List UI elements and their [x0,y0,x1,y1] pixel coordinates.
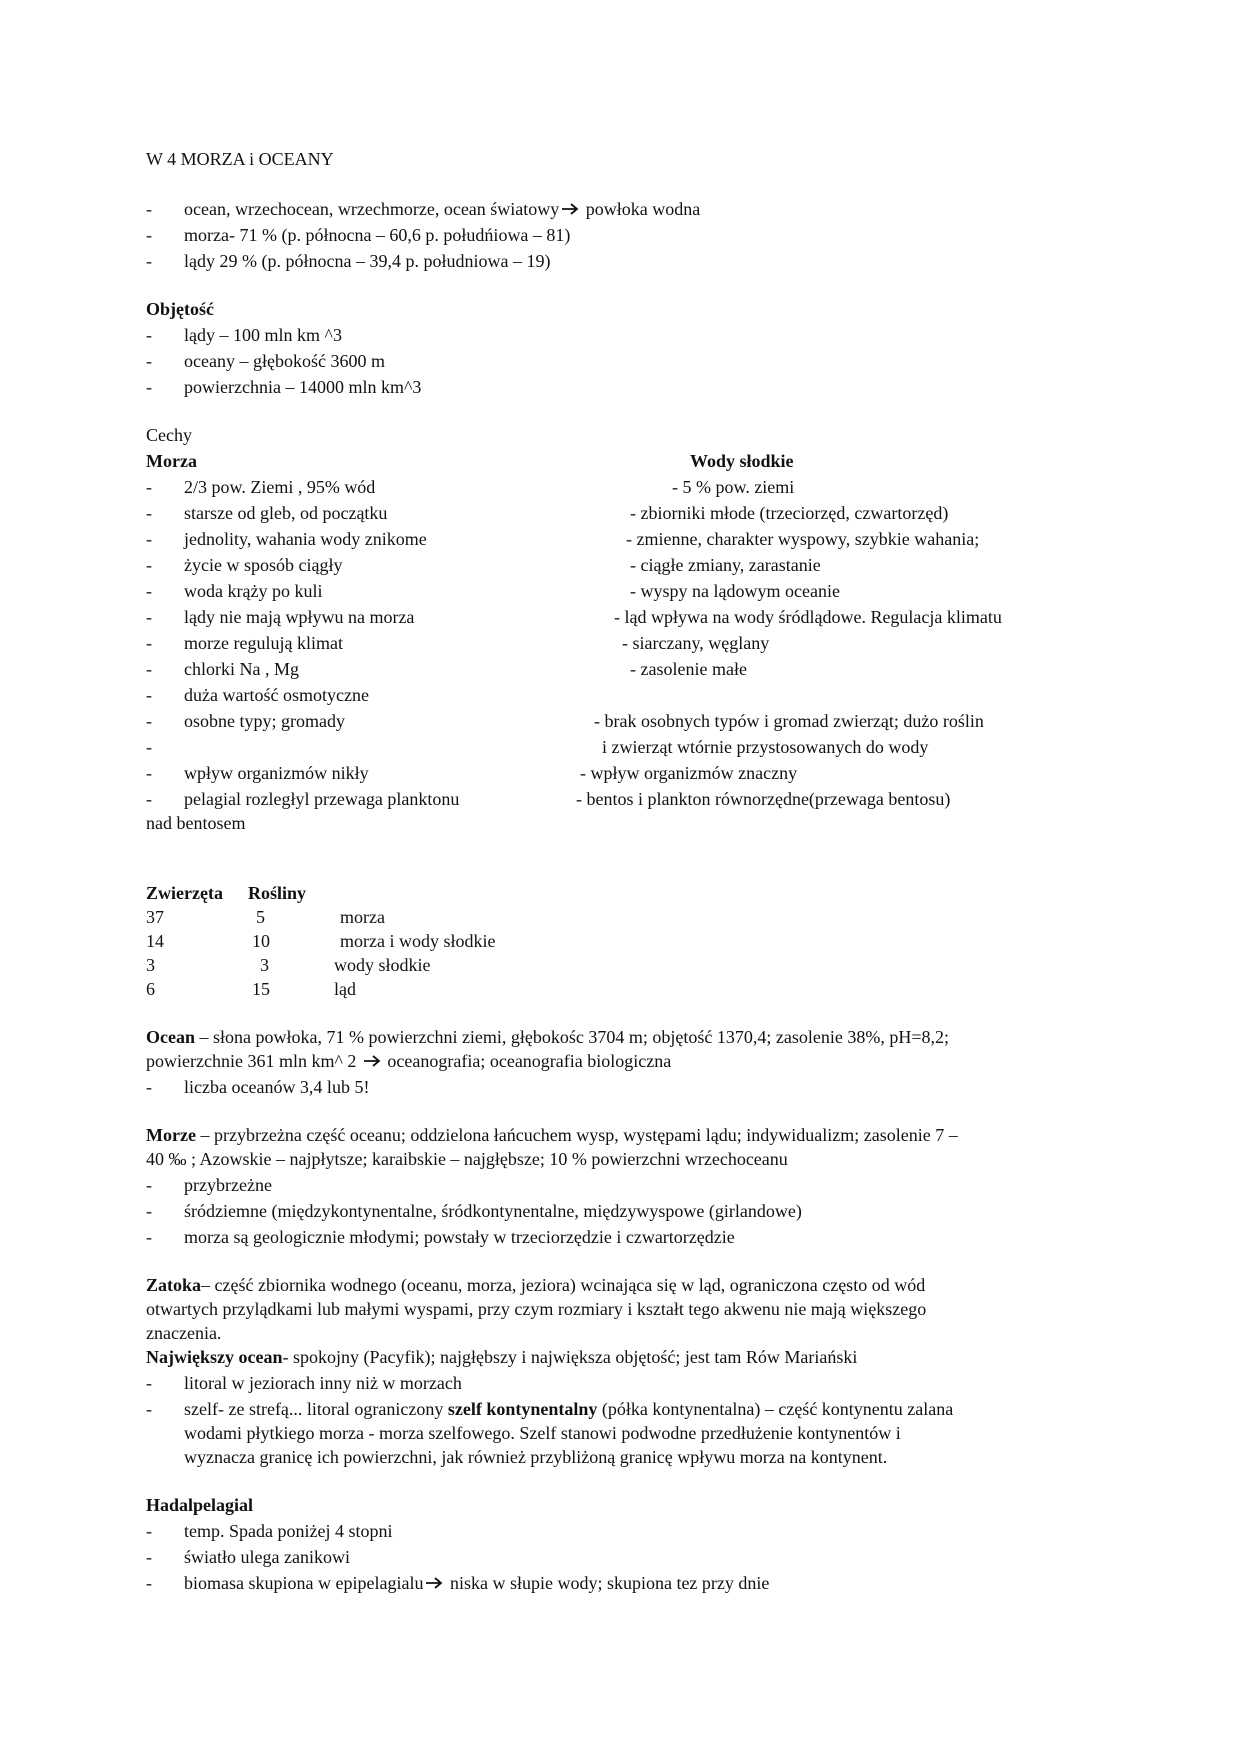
arrow-right-icon [561,202,579,216]
cechy-right-item: - wyspy na lądowym oceanie [630,581,840,601]
table-cell: 3 [146,955,155,975]
list-item: temp. Spada poniżej 4 stopni [184,1521,393,1541]
term-zatoka: Zatoka [146,1275,202,1295]
cechy-right-item: - wpływ organizmów znaczny [580,763,798,783]
list-item: przybrzeżne [184,1175,272,1195]
term-ocean: Ocean [146,1027,195,1047]
section-heading-cechy: Cechy [146,425,192,445]
list-item: litoral w jeziorach inny niż w morzach [184,1373,462,1393]
table-cell: morza i wody słodkie [340,931,496,951]
list-item: lądy – 100 mln km ^3 [184,325,342,345]
bullet-dash: - [146,763,152,783]
paragraph-zatoka-line2: otwartych przylądkami lub małymi wyspami, przy czym rozmiary i kształt tego akwenu nie mają większego [146,1299,927,1319]
bullet-dash: - [146,1547,152,1567]
continuation-text: nad bentosem [146,813,246,833]
cechy-left-item: jednolity, wahania wody znikome [184,529,427,549]
cechy-right-item: - bentos i plankton równorzędne(przewaga bentosu) [576,789,951,809]
cechy-right-item: - 5 % pow. ziemi [672,477,795,497]
list-item: ocean, wrzechocean, wrzechmorze, ocean światowy powłoka wodna [184,199,701,219]
paragraph-zatoka: Zatoka– część zbiornika wodnego (oceanu, morza, jeziora) wcinająca się w ląd, ograniczona często od wód [146,1275,926,1295]
bullet-dash: - [146,1175,152,1195]
table-cell: 6 [146,979,155,999]
bullet-dash: - [146,251,152,271]
cechy-left-item: pelagial rozległyl przewaga planktonu [184,789,460,809]
bullet-dash: - [146,1201,152,1221]
bullet-dash: - [146,1521,152,1541]
bullet-dash: - [146,685,152,705]
bullet-dash: - [146,529,152,549]
bullet-dash: - [146,225,152,245]
term-najwiekszy-ocean: Największy ocean [146,1347,283,1367]
bullet-dash: - [146,377,152,397]
cechy-left-item: duża wartość osmotyczne [184,685,369,705]
bullet-dash: - [146,1573,152,1593]
bullet-dash: - [146,1373,152,1393]
bullet-dash: - [146,325,152,345]
list-item: oceany – głębokość 3600 m [184,351,385,371]
table-cell: ląd [334,979,356,999]
list-item: lądy 29 % (p. północna – 39,4 p. południowa – 19) [184,251,551,271]
cechy-left-item: chlorki Na , Mg [184,659,299,679]
list-item: śródziemne (międzykontynentalne, śródkontynentalne, międzywyspowe (girlandowe) [184,1201,802,1221]
bullet-dash: - [146,477,152,497]
paragraph-morze: Morze – przybrzeżna część oceanu; oddzielona łańcuchem wysp, występami lądu; indywidualizm; zasolenie 7 – [146,1125,958,1145]
list-item: liczba oceanów 3,4 lub 5! [184,1077,370,1097]
bullet-dash: - [146,555,152,575]
bullet-dash: - [146,633,152,653]
cechy-left-item: lądy nie mają wpływu na morza [184,607,415,627]
cechy-right-item: - ląd wpływa na wody śródlądowe. Regulacja klimatu [614,607,1002,627]
table-cell: morza [340,907,385,927]
list-item: morza są geologicznie młodymi; powstały w trzeciorzędzie i czwartorzędzie [184,1227,735,1247]
bullet-dash: - [146,351,152,371]
cechy-right-item: - ciągłe zmiany, zarastanie [630,555,821,575]
bullet-dash: - [146,581,152,601]
paragraph-ocean-line2: powierzchnie 361 mln km^ 2 oceanografia; oceanografia biologiczna [146,1051,672,1071]
list-item: powierzchnia – 14000 mln km^3 [184,377,422,397]
list-item: biomasa skupiona w epipelagialu niska w słupie wody; skupiona tez przy dnie [184,1573,770,1593]
cechy-left-item: morze regulują klimat [184,633,343,653]
table-cell: 5 [256,907,265,927]
arrow-right-icon [425,1576,443,1590]
list-item: światło ulega zanikowi [184,1547,350,1567]
page-title: W 4 MORZA i OCEANY [146,149,334,169]
cechy-right-item: - siarczany, węglany [622,633,770,653]
bullet-dash: - [146,711,152,731]
cechy-left-item: woda krąży po kuli [184,581,323,601]
cechy-right-item: - brak osobnych typów i gromad zwierząt; dużo roślin [594,711,984,731]
paragraph-ocean: Ocean – słona powłoka, 71 % powierzchni ziemi, głębokośc 3704 m; objętość 1370,4; zasolenie 38%, pH=8,2; [146,1027,950,1047]
bullet-dash: - [146,1399,152,1419]
bullet-dash: - [146,607,152,627]
bullet-dash: - [146,737,152,757]
cechy-left-item: wpływ organizmów nikły [184,763,369,783]
bullet-dash: - [146,659,152,679]
term-morze: Morze [146,1125,196,1145]
table-header-rosliny: Rośliny [248,883,307,903]
table-cell: 15 [252,979,270,999]
table-cell: 3 [260,955,269,975]
cechy-left-item: 2/3 pow. Ziemi , 95% wód [184,477,376,497]
cechy-left-item: życie w sposób ciągły [184,555,343,575]
table-cell: 14 [146,931,164,951]
section-heading-hadalpelagial: Hadalpelagial [146,1495,254,1515]
cechy-right-item: i zwierząt wtórnie przystosowanych do wody [602,737,929,757]
table-cell: 37 [146,907,164,927]
column-heading-morza: Morza [146,451,197,471]
table-header-zwierzeta: Zwierzęta [146,883,223,903]
cechy-right-item: - zasolenie małe [630,659,747,679]
list-item: morza- 71 % (p. północna – 60,6 p. połudńiowa – 81) [184,225,571,245]
table-cell: 10 [252,931,270,951]
cechy-left-item: osobne typy; gromady [184,711,345,731]
bullet-dash: - [146,199,152,219]
list-item: szelf- ze strefą... litoral ograniczony szelf kontynentalny (półka kontynentalna) – część kontynentu zalana [184,1399,954,1419]
list-item-continuation: wodami płytkiego morza - morza szelfowego. Szelf stanowi podwodne przedłużenie kontynentów i [184,1423,901,1443]
cechy-right-item: - zbiorniki młode (trzeciorzęd, czwartorzęd) [630,503,949,523]
bullet-dash: - [146,1227,152,1247]
table-cell: wody słodkie [334,955,431,975]
cechy-left-item: starsze od gleb, od początku [184,503,388,523]
paragraph-zatoka-line3: znaczenia. [146,1323,222,1343]
paragraph-najwiekszy-ocean: Największy ocean- spokojny (Pacyfik); najgłębszy i największa objętość; jest tam Rów Mariański [146,1347,858,1367]
arrow-right-icon [363,1054,381,1068]
paragraph-morze-line2: 40 ‰ ; Azowskie – najpłytsze; karaibskie – najgłębsze; 10 % powierzchni wrzechoceanu [146,1149,788,1169]
bullet-dash: - [146,1077,152,1097]
bullet-dash: - [146,503,152,523]
cechy-right-item: - zmienne, charakter wyspowy, szybkie wahania; [626,529,980,549]
list-item-continuation: wyznacza granicę ich powierzchni, jak również przybliżoną granicę wpływu morza na kontynent. [184,1447,888,1467]
bullet-dash: - [146,789,152,809]
section-heading-objetosc: Objętość [146,299,214,319]
column-heading-wody-slodkie: Wody słodkie [690,451,794,471]
term-szelf-kontynentalny: szelf kontynentalny [447,1399,598,1419]
